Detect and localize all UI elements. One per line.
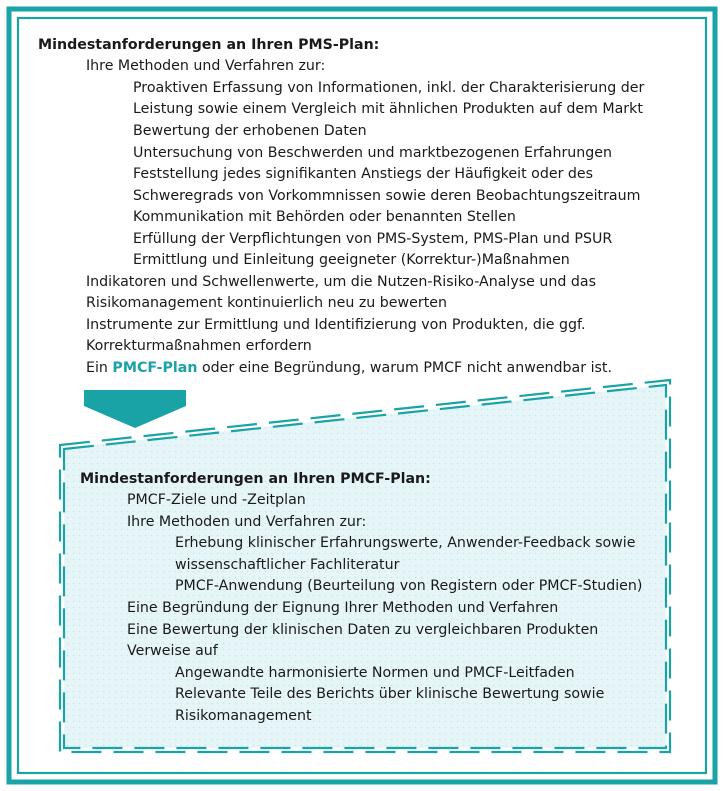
pmcf-item-line: Eine Bewertung der klinischen Daten zu vergleichbaren Produkten: [127, 622, 599, 638]
pms-title: Mindestanforderungen an Ihren PMS-Plan:: [38, 37, 380, 53]
pmcf-method-line: wissenschaftlicher Fachliteratur: [175, 557, 400, 573]
pms-last-prefix: Ein: [86, 360, 113, 376]
pmcf-method-line: Erhebung klinischer Erfahrungswerte, Anwender-Feedback sowie: [175, 535, 636, 551]
pmcf-reference-line: Relevante Teile des Berichts über klinische Bewertung sowie: [175, 686, 605, 702]
pms-method-line: Erfüllung der Verpflichtungen von PMS-System, PMS-Plan und PSUR: [133, 231, 613, 247]
pms-method-line: Kommunikation mit Behörden oder benannten Stellen: [133, 209, 516, 225]
pms-item-line: Korrekturmaßnahmen erfordern: [86, 338, 312, 354]
pmcf-methods-intro: Ihre Methoden und Verfahren zur:: [127, 514, 367, 530]
pmcf-item-line: Verweise auf: [127, 643, 218, 659]
pms-item-line: Indikatoren und Schwellenwerte, um die Nutzen-Risiko-Analyse und das: [86, 274, 596, 290]
pms-method-line: Proaktiven Erfassung von Informationen, inkl. der Charakterisierung der: [133, 80, 645, 96]
pms-methods-intro: Ihre Methoden und Verfahren zur:: [86, 58, 326, 74]
pms-last-suffix: oder eine Begründung, warum PMCF nicht anwendbar ist.: [197, 360, 612, 376]
pmcf-plan-highlight: PMCF-Plan: [112, 360, 198, 376]
pms-pmcf-plan-line: [86, 358, 612, 380]
pmcf-reference-line: Angewandte harmonisierte Normen und PMCF-Leitfaden: [175, 665, 575, 681]
pms-method-line: Schweregrads von Vorkommnissen sowie deren Beobachtungszeitraum: [133, 188, 641, 204]
pms-item-line: Risikomanagement kontinuierlich neu zu bewerten: [86, 295, 447, 311]
pmcf-title: Mindestanforderungen an Ihren PMCF-Plan:: [80, 471, 431, 487]
pms-method-line: Untersuchung von Beschwerden und marktbezogenen Erfahrungen: [133, 145, 613, 161]
pms-method-line: Bewertung der erhobenen Daten: [133, 123, 367, 139]
pms-item-line: Instrumente zur Ermittlung und Identifizierung von Produkten, die ggf.: [86, 317, 586, 333]
pmcf-method-line: PMCF-Anwendung (Beurteilung von Registern oder PMCF-Studien): [175, 578, 643, 594]
pmcf-item-line: Eine Begründung der Eignung Ihrer Methoden und Verfahren: [127, 600, 559, 616]
pms-method-line: Ermittlung und Einleitung geeigneter (Korrektur-)Maßnahmen: [133, 252, 570, 268]
pmcf-reference-line: Risikomanagement: [175, 708, 312, 724]
down-arrow-icon: [84, 390, 186, 428]
pms-method-line: Leistung sowie einem Vergleich mit ähnlichen Produkten auf dem Markt: [133, 101, 643, 117]
pmcf-goals: PMCF-Ziele und -Zeitplan: [127, 492, 306, 508]
pms-method-line: Feststellung jedes signifikanten Anstiegs der Häufigkeit oder des: [133, 166, 594, 182]
